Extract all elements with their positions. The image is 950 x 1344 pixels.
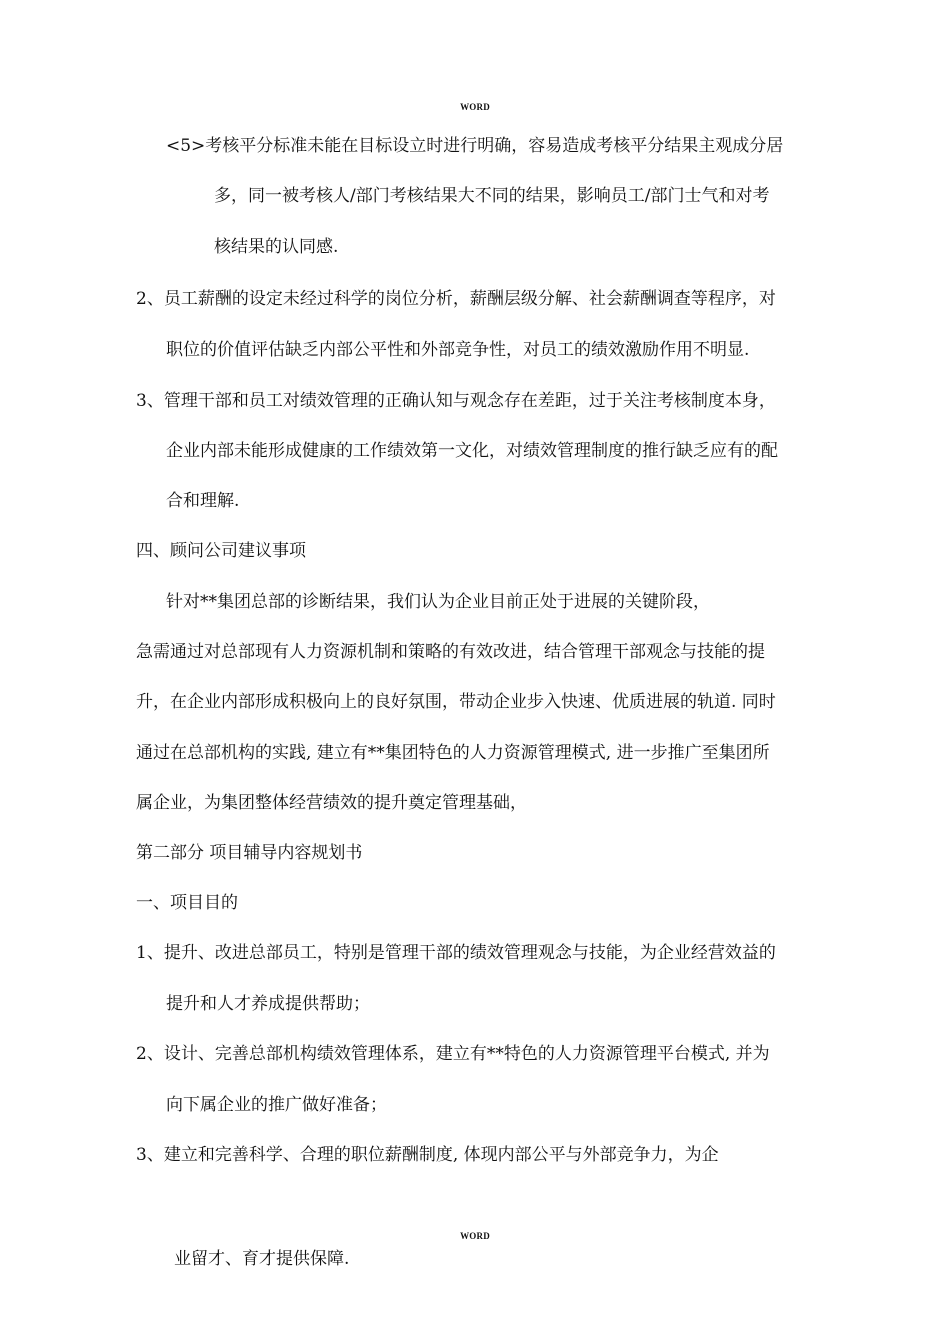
text-line-12: 升，在企业内部形成积极向上的良好氛围，带动企业步入快速、优质进展的轨道. 同时 [136, 692, 776, 712]
text-line-14: 属企业，为集团整体经营绩效的提升奠定管理基础， [136, 793, 527, 813]
text-line-2: 多，同一被考核人/部门考核结果大不同的结果，影响员工/部门士气和对考 [214, 186, 770, 206]
text-line-5: 职位的价值评估缺乏内部公平性和外部竞争性，对员工的绩效激励作用不明显. [166, 340, 750, 360]
text-line-22: 业留才、育才提供保障. [174, 1249, 350, 1269]
page-footer-label: WORD [460, 1231, 490, 1241]
text-line-11: 急需通过对总部现有人力资源机制和策略的有效改进，结合管理干部观念与技能的提 [136, 642, 765, 662]
text-line-21: 3、建立和完善科学、合理的职位薪酬制度, 体现内部公平与外部竞争力，为企 [136, 1145, 719, 1165]
text-line-3: 核结果的认同感. [214, 237, 339, 257]
text-line-20: 向下属企业的推广做好准备； [166, 1095, 387, 1115]
section-heading-4: 四、顾问公司建议事项 [136, 541, 306, 561]
part-two-heading: 第二部分 项目辅导内容规划书 [136, 843, 363, 863]
text-line-10: 针对**集团总部的诊断结果，我们认为企业目前正处于进展的关键阶段， [166, 592, 710, 612]
page-header-label: WORD [460, 102, 490, 112]
text-line-4: 2、员工薪酬的设定未经过科学的岗位分析，薪酬层级分解、社会薪酬调查等程序，对 [136, 289, 776, 309]
text-line-7: 企业内部未能形成健康的工作绩效第一文化，对绩效管理制度的推行缺乏应有的配 [166, 441, 778, 461]
text-line-8: 合和理解. [166, 491, 240, 511]
text-line-6: 3、管理干部和员工对绩效管理的正确认知与观念存在差距，过于关注考核制度本身， [136, 391, 776, 411]
text-line-18: 提升和人才养成提供帮助； [166, 994, 370, 1014]
text-line-1: <5>考核平分标准未能在目标设立时进行明确，容易造成考核平分结果主观成分居 [166, 136, 784, 156]
section-heading-1: 一、项目目的 [136, 893, 238, 913]
text-line-17: 1、提升、改进总部员工，特别是管理干部的绩效管理观念与技能，为企业经营效益的 [136, 943, 776, 963]
text-line-19: 2、设计、完善总部机构绩效管理体系，建立有**特色的人力资源管理平台模式, 并为 [136, 1044, 770, 1064]
text-line-13: 通过在总部机构的实践, 建立有**集团特色的人力资源管理模式, 进一步推广至集团所 [136, 743, 770, 763]
